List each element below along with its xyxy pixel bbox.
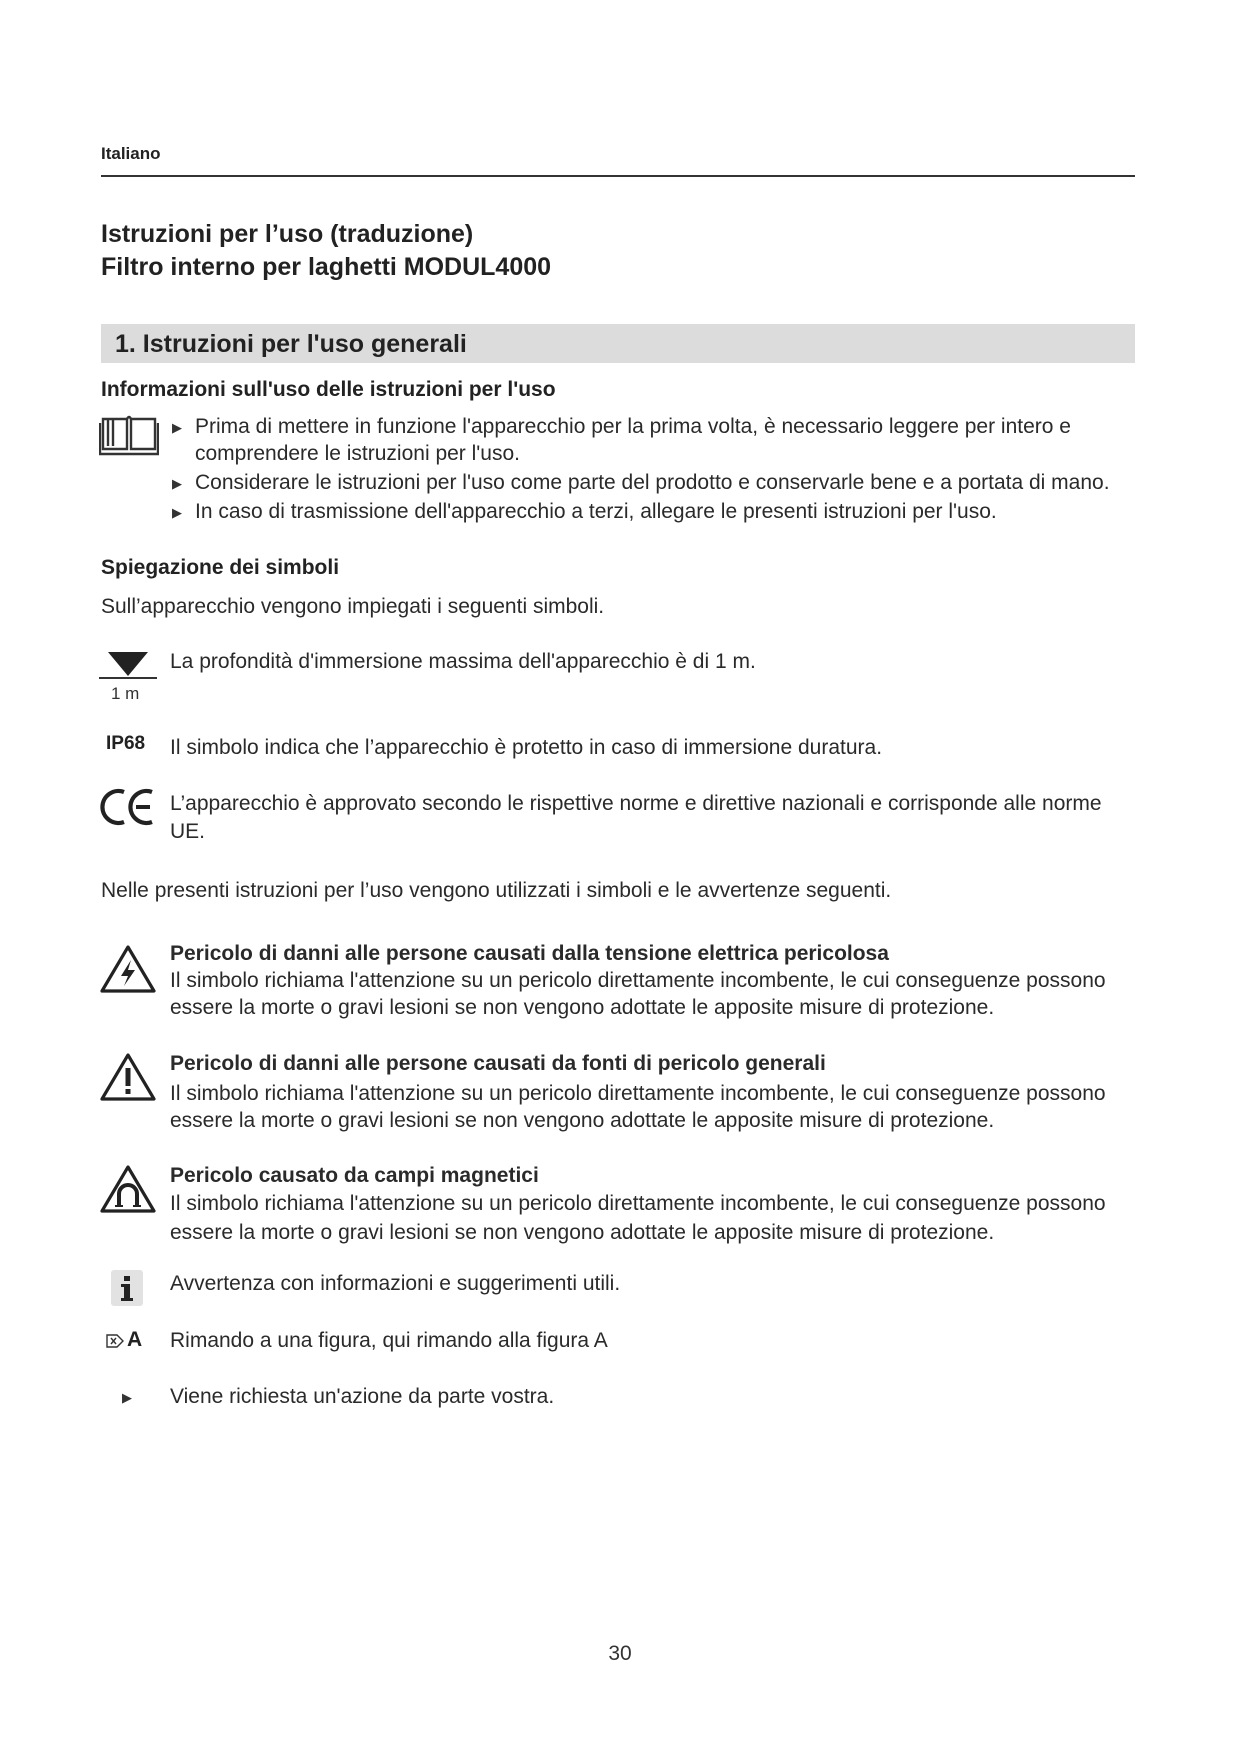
figure-label: A — [127, 1328, 143, 1351]
book-icon — [99, 413, 159, 457]
warning-text: essere la morte o gravi lesioni se non vengono adottate le apposite misure di protezione. — [170, 1109, 995, 1132]
info-icon — [111, 1270, 143, 1306]
depth-label: 1 m — [111, 684, 140, 703]
warning-text: essere la morte o gravi lesioni se non vengono adottate le apposite misure di protezione. — [170, 1221, 995, 1244]
figure-text: Rimando a una figura, qui rimando alla figura A — [170, 1329, 608, 1352]
ip68-label: IP68 — [106, 733, 146, 754]
info-heading: Informazioni sull'uso delle istruzioni per l'uso — [101, 378, 556, 401]
info-text: Avvertenza con informazioni e suggerimenti utili. — [170, 1272, 621, 1295]
ip68-text: Il simbolo indica che l’apparecchio è protetto in caso di immersione duratura. — [170, 736, 883, 759]
section-title: 1. Istruzioni per l'uso generali — [115, 330, 467, 358]
manual-symbols-intro: Nelle presenti istruzioni per l’uso vengono utilizzati i simboli e le avvertenze seguenti. — [101, 879, 892, 902]
symbols-heading: Spiegazione dei simboli — [101, 556, 340, 579]
ce-text: L’apparecchio è approvato secondo le rispettive norme e direttive nazionali e corrisponde alle norme — [170, 792, 1102, 815]
product-title: Filtro interno per laghetti MODUL4000 — [101, 253, 552, 281]
depth-text: La profondità d'immersione massima dell'apparecchio è di 1 m. — [170, 650, 756, 673]
bullet-marker: ▶ — [172, 476, 182, 491]
ce-text: UE. — [170, 820, 206, 843]
warning-text: Il simbolo richiama l'attenzione su un pericolo direttamente incombente, le cui conseguenze possono — [170, 969, 1106, 992]
immersion-depth-icon — [99, 650, 157, 680]
bullet-marker: ▶ — [172, 420, 182, 435]
bullet-text: Considerare le istruzioni per l'uso come parte del prodotto e conservarle bene e a portata di mano. — [195, 471, 1110, 494]
warning-title: Pericolo di danni alle persone causati dalla tensione elettrica pericolosa — [170, 942, 889, 965]
bullet-text: In caso di trasmissione dell'apparecchio a terzi, allegare le presenti istruzioni per l'uso. — [195, 500, 997, 523]
figure-reference-icon — [106, 1333, 124, 1349]
header-divider — [101, 175, 1135, 177]
warning-title: Pericolo di danni alle persone causati da fonti di pericolo generali — [170, 1052, 826, 1075]
general-hazard-icon — [99, 1052, 157, 1102]
symbols-intro: Sull’apparecchio vengono impiegati i seguenti simboli. — [101, 595, 605, 618]
warning-text: Il simbolo richiama l'attenzione su un pericolo direttamente incombente, le cui conseguenze possono — [170, 1192, 1106, 1215]
warning-title: Pericolo causato da campi magnetici — [170, 1164, 539, 1187]
ce-mark-icon — [100, 788, 156, 826]
action-marker: ▶ — [122, 1390, 132, 1405]
document-title: Istruzioni per l’uso (traduzione) — [101, 220, 474, 248]
magnetic-field-hazard-icon — [99, 1164, 157, 1214]
bullet-text: comprendere le istruzioni per l'uso. — [195, 442, 520, 465]
bullet-marker: ▶ — [172, 505, 182, 520]
page-number: 30 — [608, 1642, 632, 1665]
bullet-text: Prima di mettere in funzione l'apparecchio per la prima volta, è necessario leggere per intero e — [195, 415, 1071, 438]
warning-text: Il simbolo richiama l'attenzione su un pericolo direttamente incombente, le cui conseguenze possono — [170, 1082, 1106, 1105]
electrical-hazard-icon — [99, 944, 157, 994]
language-label: Italiano — [101, 144, 161, 163]
action-text: Viene richiesta un'azione da parte vostra. — [170, 1385, 555, 1408]
warning-text: essere la morte o gravi lesioni se non vengono adottate le apposite misure di protezione. — [170, 996, 995, 1019]
